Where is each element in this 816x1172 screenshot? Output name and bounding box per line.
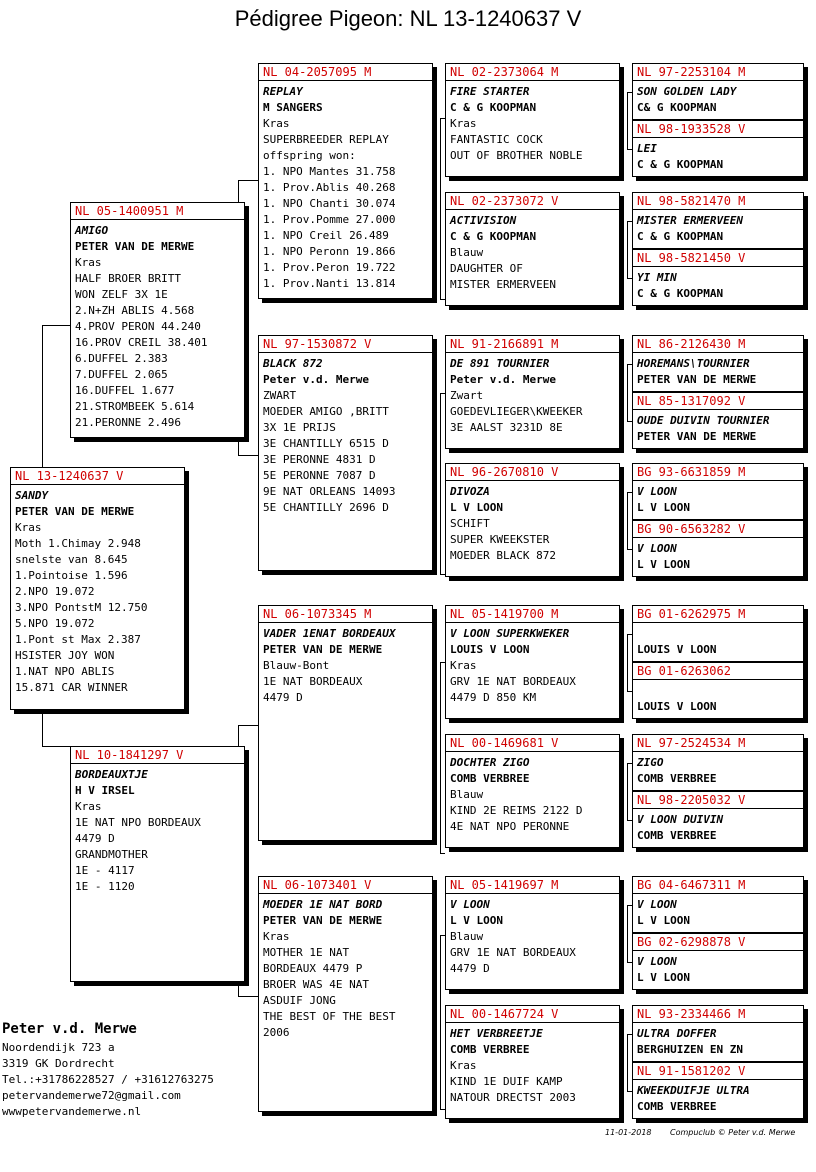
ring-number: NL 05-1419697 M [446, 877, 619, 894]
owner-name: C & G KOOPMAN [450, 230, 537, 243]
pigeon-name: BLACK 872 [263, 357, 323, 370]
result-line: 1.Pont st Max 2.387 [15, 633, 141, 646]
pigeon-name: AMIGO [75, 224, 109, 237]
result-line: 21.STROMBEEK 5.614 [75, 400, 195, 413]
pigeon-card [70, 746, 245, 982]
result-line: 1.Pointoise 1.596 [15, 569, 128, 582]
connector-line [627, 905, 628, 962]
ring-number: NL 91-2166891 M [446, 336, 619, 353]
connector-line [627, 221, 628, 278]
breeder-phone: Tel.:+31786228527 / +31612763275 [2, 1073, 214, 1086]
result-line: HSISTER JOY WON [15, 649, 115, 662]
owner-name: C & G KOOPMAN [637, 230, 724, 243]
ring-number: NL 13-1240637 V [11, 468, 184, 485]
owner-name: LOUIS V LOON [637, 643, 717, 656]
result-line: 1. NPO Peronn 19.866 [263, 245, 396, 258]
pigeon-card [445, 335, 620, 449]
pigeon-name: V LOON [637, 898, 677, 911]
pigeon-name: SON GOLDEN LADY [637, 85, 737, 98]
pigeon-card [632, 63, 804, 120]
pigeon-name: ZIGO [637, 756, 664, 769]
owner-name: C& G KOOPMAN [637, 101, 717, 114]
result-line: 16.DUFFEL 1.677 [75, 384, 175, 397]
result-line: GOEDEVLIEGER\KWEEKER [450, 405, 583, 418]
pigeon-card [632, 335, 804, 392]
pigeon-name: ULTRA DOFFER [637, 1027, 717, 1040]
result-line: GRV 1E NAT BORDEAUX [450, 675, 576, 688]
pigeon-card [632, 876, 804, 933]
owner-name: PETER VAN DE MERWE [637, 430, 757, 443]
pigeon-name: ACTIVISION [450, 214, 517, 227]
result-line: offspring won: [263, 149, 356, 162]
result-line: FANTASTIC COCK [450, 133, 543, 146]
connector-line [238, 180, 258, 181]
pigeon-card [445, 605, 620, 719]
owner-name: COMB VERBREE [637, 772, 717, 785]
owner-name: PETER VAN DE MERWE [263, 914, 383, 927]
owner-name: LOUIS V LOON [450, 643, 530, 656]
owner-name: L V LOON [637, 971, 690, 984]
owner-name: H V IRSEL [75, 784, 135, 797]
pigeon-card [258, 605, 433, 841]
pigeon-name: V LOON [637, 542, 677, 555]
ring-number: BG 04-6467311 M [633, 877, 803, 894]
pigeon-card [632, 605, 804, 662]
result-line: ASDUIF JONG [263, 994, 336, 1007]
result-line: 2006 [263, 1026, 290, 1039]
connector-line [238, 725, 258, 726]
pigeon-color: Kras [263, 930, 290, 943]
pigeon-name: DOCHTER ZIGO [450, 756, 530, 769]
result-line: 1E - 4117 [75, 864, 135, 877]
result-line: 1. Prov.Peron 19.722 [263, 261, 396, 274]
pigeon-color: Kras [450, 117, 477, 130]
pigeon-card [258, 876, 433, 1112]
result-line: 2.N+ZH ABLIS 4.568 [75, 304, 195, 317]
ring-number: NL 97-2524534 M [633, 735, 803, 752]
result-line: 4479 D 850 KM [450, 691, 537, 704]
pigeon-name: BORDEAUXTJE [75, 768, 148, 781]
pigeon-name: MISTER ERMERVEEN [637, 214, 743, 227]
pigeon-card [445, 734, 620, 848]
breeder-info [2, 1018, 214, 1120]
result-line: MOEDER BLACK 872 [450, 549, 556, 562]
pigeon-name: LEI [637, 142, 657, 155]
pigeon-name: V LOON DUIVIN [637, 813, 724, 826]
connector-line [42, 325, 70, 326]
owner-name: L V LOON [637, 558, 690, 571]
result-line: 3X 1E PRIJS [263, 421, 336, 434]
pigeon-color: Kras [15, 521, 42, 534]
pigeon-name: V LOON SUPERKWEKER [450, 627, 570, 640]
ring-number: BG 93-6631859 M [633, 464, 803, 481]
result-line: BROER WAS 4E NAT [263, 978, 369, 991]
ring-number: NL 97-2253104 M [633, 64, 803, 81]
connector-line [440, 118, 441, 299]
pigeon-name: MOEDER 1E NAT BORD [263, 898, 383, 911]
result-line: 15.871 CAR WINNER [15, 681, 128, 694]
pigeon-card [258, 63, 433, 299]
ring-number: NL 06-1073401 V [259, 877, 432, 894]
result-line: KIND 2E REIMS 2122 D [450, 804, 583, 817]
result-line: 21.PERONNE 2.496 [75, 416, 181, 429]
pigeon-color: Blauw [450, 930, 484, 943]
pigeon-name: HET VERBREETJE [450, 1027, 543, 1040]
result-line: 3E CHANTILLY 6515 D [263, 437, 389, 450]
pigeon-name: V LOON [450, 898, 490, 911]
connector-line [627, 763, 628, 820]
breeder-website: wwwpetervandemerwe.nl [2, 1105, 142, 1118]
result-line: NATOUR DRECTST 2003 [450, 1091, 576, 1104]
connector-line [238, 996, 258, 997]
pigeon-card [70, 202, 245, 438]
ring-number: NL 05-1419700 M [446, 606, 619, 623]
result-line: 1. NPO Chanti 30.074 [263, 197, 396, 210]
ring-number: NL 98-5821470 M [633, 193, 803, 210]
result-line: 1. Prov.Nanti 13.814 [263, 277, 396, 290]
ring-number: BG 01-6262975 M [633, 606, 803, 623]
result-line: KIND 1E DUIF KAMP [450, 1075, 563, 1088]
result-line: 4.PROV PERON 44.240 [75, 320, 201, 333]
ring-number: BG 90-6563282 V [633, 521, 803, 538]
pigeon-card [632, 791, 804, 848]
ring-number: NL 10-1841297 V [71, 747, 244, 764]
pigeon-card [632, 1062, 804, 1119]
ring-number: NL 00-1467724 V [446, 1006, 619, 1023]
pigeon-color: Blauw [450, 246, 484, 259]
pigeon-color: Kras [263, 117, 290, 130]
ring-number: NL 02-2373072 V [446, 193, 619, 210]
connector-line [627, 1034, 628, 1091]
result-line: 4479 D [450, 962, 490, 975]
owner-name: L V LOON [637, 501, 690, 514]
result-line: SUPERBREEDER REPLAY [263, 133, 389, 146]
result-line: 1. Prov.Ablis 40.268 [263, 181, 396, 194]
pigeon-color: Kras [450, 1059, 477, 1072]
pigeon-card [632, 734, 804, 791]
pigeon-color: Blauw [450, 788, 484, 801]
pigeon-name: V LOON [637, 955, 677, 968]
result-line: 1. NPO Mantes 31.758 [263, 165, 396, 178]
ring-number: NL 93-2334466 M [633, 1006, 803, 1023]
result-line: GRV 1E NAT BORDEAUX [450, 946, 576, 959]
pigeon-card [632, 662, 804, 719]
result-line: 1.NAT NPO ABLIS [15, 665, 115, 678]
pigeon-name: OUDE DUIVIN TOURNIER [637, 414, 770, 427]
connector-line [627, 92, 628, 149]
ring-number: NL 85-1317092 V [633, 393, 803, 410]
connector-line [627, 492, 628, 549]
owner-name: L V LOON [637, 914, 690, 927]
result-line: 4479 D [75, 832, 115, 845]
pigeon-color: Kras [450, 659, 477, 672]
result-line: HALF BROER BRITT [75, 272, 181, 285]
pigeon-card [445, 192, 620, 306]
pigeon-card [632, 1005, 804, 1062]
pigeon-card [632, 392, 804, 449]
page-title: Pédigree Pigeon: NL 13-1240637 V [234, 6, 582, 31]
owner-name: L V LOON [450, 501, 503, 514]
connector-line [627, 634, 628, 691]
pigeon-card [445, 876, 620, 990]
ring-number: NL 05-1400951 M [71, 203, 244, 220]
ring-number: BG 02-6298878 V [633, 934, 803, 951]
result-line: 1E NAT BORDEAUX [263, 675, 363, 688]
result-line: WON ZELF 3X 1E [75, 288, 168, 301]
owner-name: LOUIS V LOON [637, 700, 717, 713]
pigeon-name: DE 891 TOURNIER [450, 357, 550, 370]
ring-number: NL 00-1469681 V [446, 735, 619, 752]
pigeon-name: HOREMANS\TOURNIER [637, 357, 750, 370]
pigeon-card [632, 520, 804, 577]
pigeon-color: SCHIFT [450, 517, 490, 530]
pigeon-card [632, 192, 804, 249]
breeder-address-line2: 3319 GK Dordrecht [2, 1057, 115, 1070]
result-line: MOEDER AMIGO ,BRITT [263, 405, 389, 418]
pigeon-name: REPLAY [263, 85, 303, 98]
connector-line [440, 662, 441, 853]
ring-number: NL 91-1581202 V [633, 1063, 803, 1080]
owner-name: COMB VERBREE [450, 772, 530, 785]
pigeon-color: Zwart [450, 389, 484, 402]
result-line: MOTHER 1E NAT [263, 946, 350, 959]
breeder-address-line1: Noordendijk 723 a [2, 1041, 115, 1054]
result-line: Moth 1.Chimay 2.948 [15, 537, 141, 550]
connector-line [238, 982, 239, 996]
ring-number: NL 04-2057095 M [259, 64, 432, 81]
owner-name: PETER VAN DE MERWE [637, 373, 757, 386]
owner-name: L V LOON [450, 914, 503, 927]
owner-name: COMB VERBREE [637, 1100, 717, 1113]
result-line: 3.NPO PontstM 12.750 [15, 601, 148, 614]
pigeon-card [445, 63, 620, 177]
result-line: 3E AALST 3231D 8E [450, 421, 563, 434]
ring-number: NL 97-1530872 V [259, 336, 432, 353]
owner-name: PETER VAN DE MERWE [75, 240, 195, 253]
pigeon-color: Kras [75, 800, 102, 813]
pigeon-card [632, 120, 804, 177]
breeder-email: petervandemerwe72@gmail.com [2, 1089, 181, 1102]
owner-name: C & G KOOPMAN [637, 287, 724, 300]
breeder-name: Peter v.d. Merwe [2, 1021, 137, 1037]
footer-credit: Compuclub © Peter v.d. Merwe [670, 1128, 796, 1137]
owner-name: COMB VERBREE [450, 1043, 530, 1056]
pigeon-name: VADER 1ENAT BORDEAUX [263, 627, 396, 640]
owner-name: Peter v.d. Merwe [450, 373, 556, 386]
result-line: DAUGHTER OF [450, 262, 523, 275]
pigeon-card [632, 463, 804, 520]
owner-name: COMB VERBREE [637, 829, 717, 842]
result-line: SUPER KWEEKSTER [450, 533, 550, 546]
owner-name: M SANGERS [263, 101, 323, 114]
owner-name: Peter v.d. Merwe [263, 373, 369, 386]
owner-name: C & G KOOPMAN [637, 158, 724, 171]
owner-name: BERGHUIZEN EN ZN [637, 1043, 743, 1056]
result-line: BORDEAUX 4479 P [263, 962, 363, 975]
pigeon-card [445, 1005, 620, 1119]
ring-number: BG 01-6263062 [633, 663, 803, 680]
pigeon-name: V LOON [637, 485, 677, 498]
pigeon-card [632, 249, 804, 306]
result-line: 2.NPO 19.072 [15, 585, 95, 598]
ring-number: NL 06-1073345 M [259, 606, 432, 623]
result-line: GRANDMOTHER [75, 848, 148, 861]
result-line: 9E NAT ORLEANS 14093 [263, 485, 396, 498]
pigeon-card [445, 463, 620, 577]
connector-line [238, 438, 239, 455]
pigeon-card [632, 933, 804, 990]
ring-number: NL 98-5821450 V [633, 250, 803, 267]
result-line: 4479 D [263, 691, 303, 704]
connector-line [42, 746, 70, 747]
owner-name: PETER VAN DE MERWE [263, 643, 383, 656]
ring-number: NL 98-2205032 V [633, 792, 803, 809]
result-line: 6.DUFFEL 2.383 [75, 352, 168, 365]
result-line: 1. NPO Creil 26.489 [263, 229, 389, 242]
connector-line [440, 393, 441, 574]
pigeon-color: ZWART [263, 389, 297, 402]
result-line: 5E CHANTILLY 2696 D [263, 501, 389, 514]
connector-line [42, 711, 43, 746]
result-line: 1E NAT NPO BORDEAUX [75, 816, 201, 829]
result-line: 1. Prov.Pomme 27.000 [263, 213, 396, 226]
ring-number: NL 96-2670810 V [446, 464, 619, 481]
result-line: 7.DUFFEL 2.065 [75, 368, 168, 381]
pigeon-name: DIVOZA [450, 485, 490, 498]
ring-number: NL 02-2373064 M [446, 64, 619, 81]
result-line: OUT OF BROTHER NOBLE [450, 149, 583, 162]
result-line: 4E NAT NPO PERONNE [450, 820, 570, 833]
result-line: 3E PERONNE 4831 D [263, 453, 376, 466]
ring-number: NL 86-2126430 M [633, 336, 803, 353]
connector-line [238, 455, 258, 456]
pigeon-name: SANDY [15, 489, 49, 502]
result-line: 5.NPO 19.072 [15, 617, 95, 630]
result-line: 1E - 1120 [75, 880, 135, 893]
pigeon-card [10, 467, 185, 710]
result-line: snelste van 8.645 [15, 553, 128, 566]
connector-line [42, 325, 43, 467]
result-line: THE BEST OF THE BEST [263, 1010, 396, 1023]
pigeon-color: Blauw-Bont [263, 659, 330, 672]
result-line: 16.PROV CREIL 38.401 [75, 336, 208, 349]
connector-line [440, 935, 441, 1109]
result-line: MISTER ERMERVEEN [450, 278, 556, 291]
pigeon-card [258, 335, 433, 571]
print-date: 11-01-2018 [605, 1128, 652, 1137]
result-line: 5E PERONNE 7087 D [263, 469, 376, 482]
ring-number: NL 98-1933528 V [633, 121, 803, 138]
connector-line [440, 853, 445, 854]
pigeon-color: Kras [75, 256, 102, 269]
pigeon-name: KWEEKDUIFJE ULTRA [637, 1084, 750, 1097]
connector-line [627, 364, 628, 421]
pigeon-name: FIRE STARTER [450, 85, 530, 98]
owner-name: PETER VAN DE MERWE [15, 505, 135, 518]
owner-name: C & G KOOPMAN [450, 101, 537, 114]
pigeon-name: YI MIN [637, 271, 677, 284]
